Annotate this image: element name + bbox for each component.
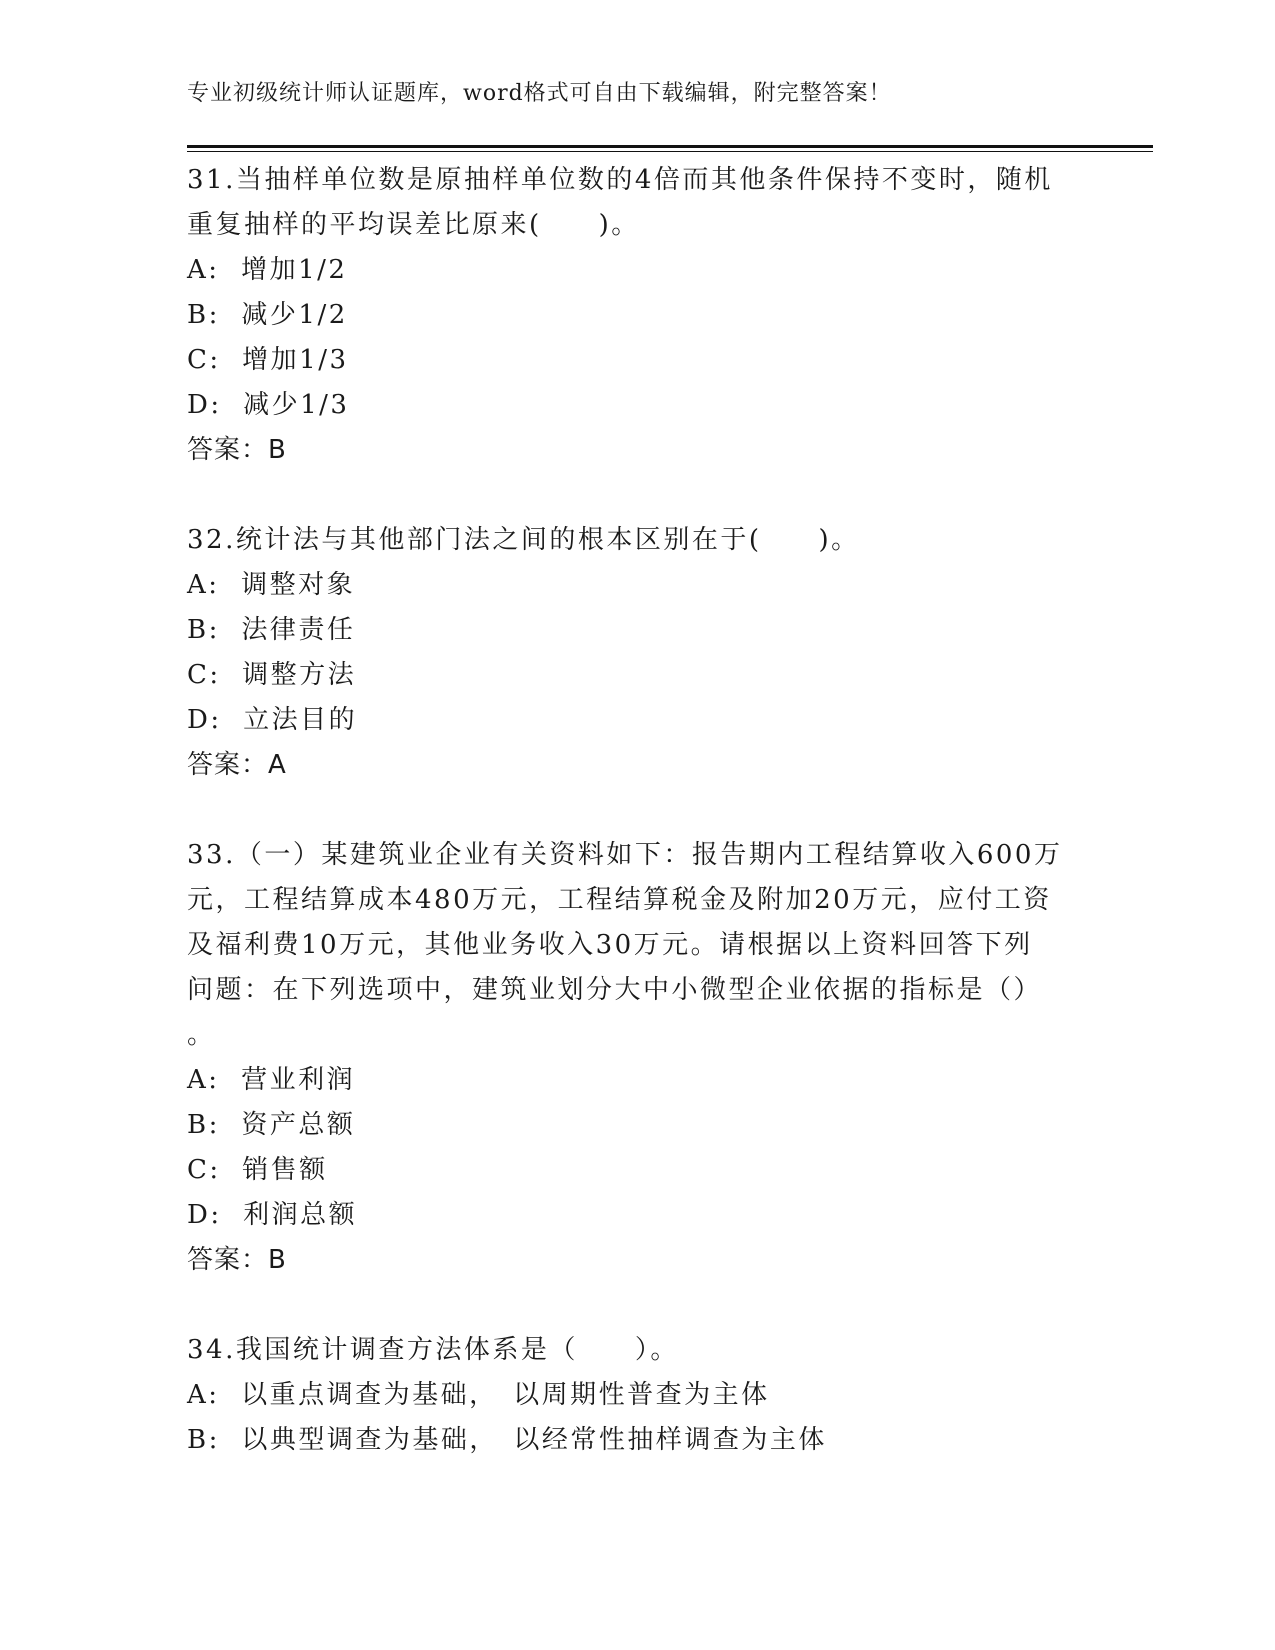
option-a: A: 以重点调查为基础， 以周期性普查为主体 xyxy=(187,1380,770,1410)
question-stem-line: 。 xyxy=(187,1020,216,1050)
header-rule-thin xyxy=(187,151,1153,152)
option-b: B: 以典型调查为基础， 以经常性抽样调查为主体 xyxy=(187,1425,827,1455)
option-d: D: 利润总额 xyxy=(187,1200,358,1230)
answer-line: 答案：A xyxy=(187,750,287,780)
question-31 xyxy=(187,158,1087,473)
option-d: D: 立法目的 xyxy=(187,705,358,735)
answer-line: 答案：B xyxy=(187,1245,287,1275)
option-b: B: 减少1/2 xyxy=(187,300,348,330)
option-c: C: 销售额 xyxy=(187,1155,328,1185)
question-stem-line: 32.统计法与其他部门法之间的根本区别在于( )。 xyxy=(187,525,860,555)
option-d: D: 减少1/3 xyxy=(187,390,350,420)
option-b: B: 资产总额 xyxy=(187,1110,356,1140)
question-stem-line: 及福利费10万元，其他业务收入30万元。请根据以上资料回答下列 xyxy=(187,930,1033,960)
question-stem-line: 33.（一）某建筑业企业有关资料如下：报告期内工程结算收入600万 xyxy=(187,840,1063,870)
question-stem-line: 元，工程结算成本480万元，工程结算税金及附加20万元，应付工资 xyxy=(187,885,1052,915)
option-a: A: 营业利润 xyxy=(187,1065,356,1095)
question-list xyxy=(187,158,1087,1463)
option-c: C: 增加1/3 xyxy=(187,345,349,375)
question-32 xyxy=(187,518,1087,788)
question-stem-line: 31.当抽样单位数是原抽样单位数的4倍而其他条件保持不变时，随机 xyxy=(187,165,1053,195)
question-stem-line: 重复抽样的平均误差比原来( )。 xyxy=(187,210,640,240)
answer-line: 答案：B xyxy=(187,435,287,465)
option-c: C: 调整方法 xyxy=(187,660,357,690)
question-stem-line: 34.我国统计调查方法体系是（ ）。 xyxy=(187,1335,679,1365)
question-stem-line: 问题：在下列选项中，建筑业划分大中小微型企业依据的指标是（） xyxy=(187,975,1043,1005)
header-rule-thick xyxy=(187,145,1153,148)
document-header: 专业初级统计师认证题库，word格式可自由下载编辑，附完整答案！ xyxy=(187,81,892,106)
question-33 xyxy=(187,833,1087,1283)
question-34 xyxy=(187,1328,1087,1463)
option-b: B: 法律责任 xyxy=(187,615,356,645)
option-a: A: 增加1/2 xyxy=(187,255,348,285)
option-a: A: 调整对象 xyxy=(187,570,356,600)
